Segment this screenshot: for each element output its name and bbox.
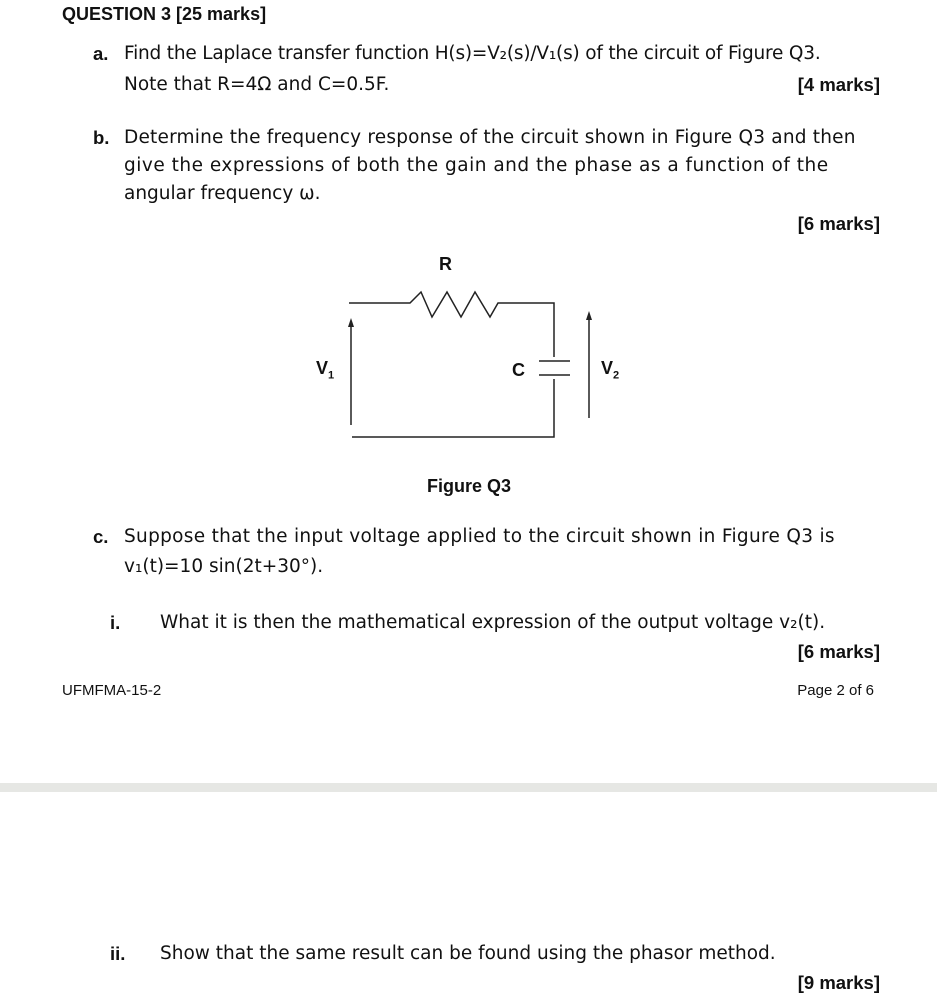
- v2-label: $V_2$: [601, 358, 620, 382]
- part-c-i-text: What it is then the mathematical expression of the output voltage v₂(t).: [160, 612, 826, 633]
- part-b-line2: give the expressions of both the gain and the phase as a function of the: [124, 155, 829, 176]
- footer-page: Page 2 of 6: [797, 682, 874, 699]
- part-c-i-label: i.: [110, 612, 121, 633]
- part-b-marks: [6 marks]: [797, 213, 880, 234]
- part-c-ii-text: Show that the same result can be found using the phasor method.: [160, 943, 776, 964]
- part-c-line2: v₁(t)=10 sin(2t+30°).: [124, 556, 324, 577]
- part-b-line3: angular frequency ω.: [124, 183, 321, 204]
- part-c-ii-label: ii.: [110, 943, 126, 964]
- part-c-ii-marks: [9 marks]: [797, 972, 880, 993]
- part-a-label: a.: [93, 43, 109, 64]
- part-a-line2: Note that R=4Ω and C=0.5F.: [124, 74, 390, 95]
- part-a-line1: Find the Laplace transfer function H(s)=V₂(s)/V₁(s) of the circuit of Figure Q3.: [124, 43, 821, 64]
- footer-code: UFMFMA-15-2: [62, 682, 162, 699]
- part-c-line1: Suppose that the input voltage applied to the circuit shown in Figure Q3 is: [124, 526, 835, 547]
- figure-caption: Figure Q3: [427, 476, 512, 496]
- v1-label: $V_1$: [316, 358, 335, 382]
- question-title: QUESTION 3 [25 marks]: [62, 4, 267, 24]
- capacitor-label: C: [512, 360, 525, 380]
- part-b-line1: Determine the frequency response of the circuit shown in Figure Q3 and then: [124, 127, 856, 148]
- part-a-marks: [4 marks]: [797, 74, 880, 95]
- part-c-label: c.: [93, 526, 109, 547]
- resistor-label: R: [439, 254, 452, 274]
- page-break: [0, 783, 937, 792]
- bottom-wire: [352, 379, 554, 437]
- part-b-label: b.: [93, 127, 110, 148]
- part-c-i-marks: [6 marks]: [797, 641, 880, 662]
- top-wire: [349, 292, 554, 357]
